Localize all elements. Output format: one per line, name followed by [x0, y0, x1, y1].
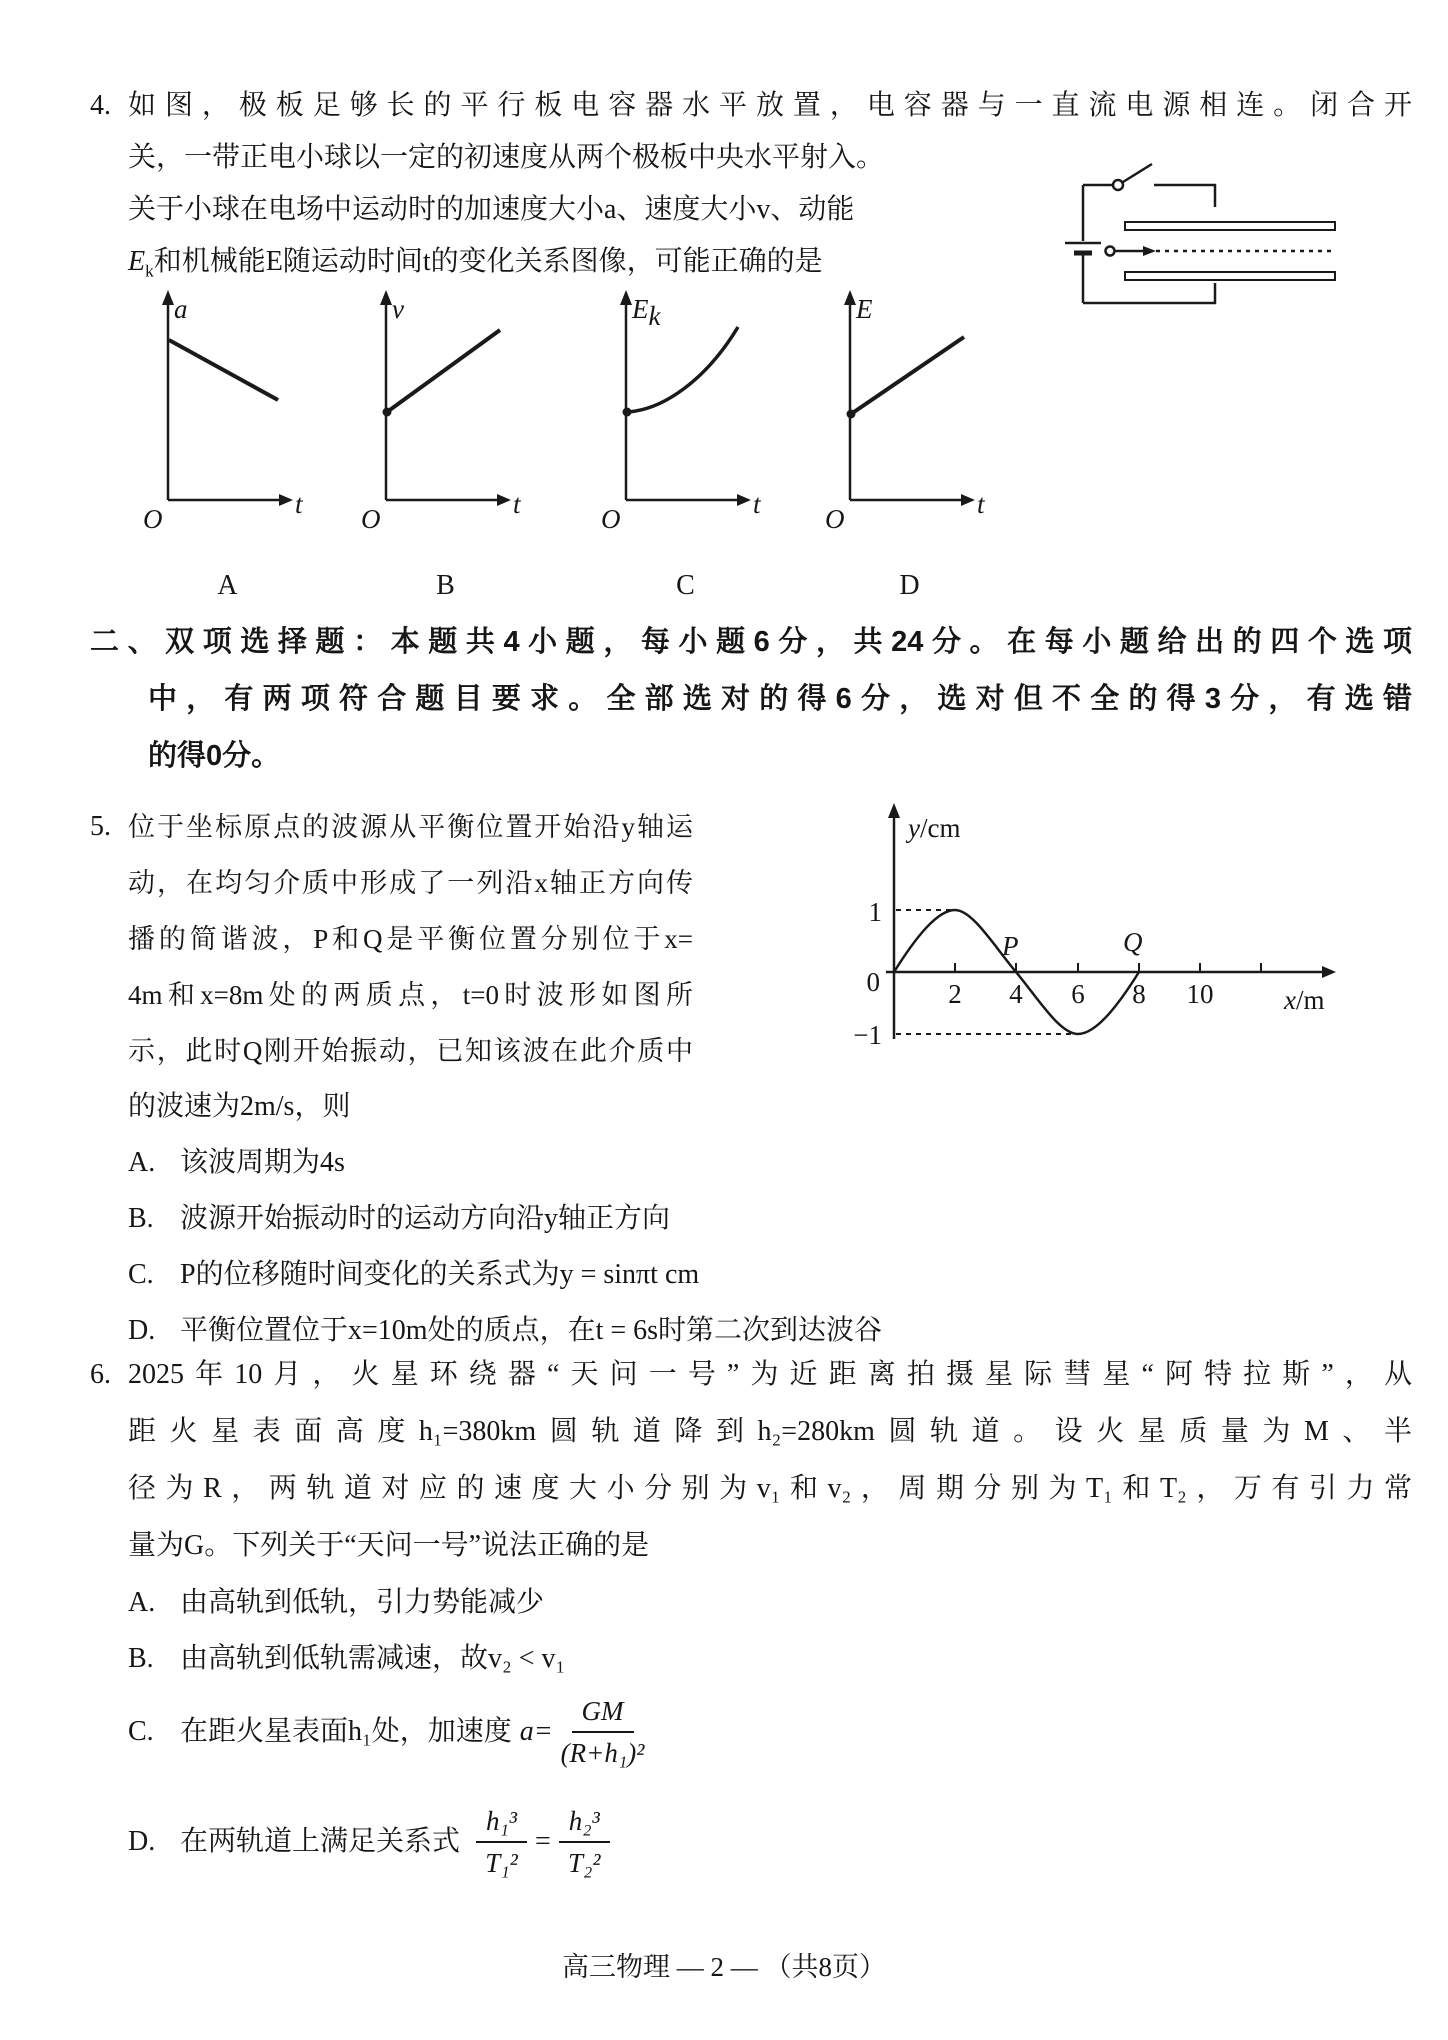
q5-option-a [128, 1143, 345, 1183]
q6-option-b [128, 1639, 565, 1679]
switch-icon [1113, 164, 1152, 190]
q4-line-2: 关，一带正电小球以一定的初速度从两个极板中央水平射入。 [128, 142, 885, 173]
option-letter: C. [128, 1716, 154, 1747]
x-tick-marks [955, 963, 1261, 972]
y-axis-arrowhead [380, 290, 392, 305]
q5-number: 5. [90, 811, 111, 842]
graph-option-label-b: B [436, 570, 455, 601]
q5-line-5: 示，此时Q刚开始振动，已知该波在此介质中 [128, 1036, 693, 1066]
q5-line-6: 的波速为2m/s，则 [128, 1091, 351, 1122]
q5-line-1: 位于坐标原点的波源从平衡位置开始沿y轴运 [128, 812, 693, 842]
h1-t1-fraction [476, 1804, 527, 1880]
option-text: 由高轨到低轨需减速，故v₂ < v₁ [180, 1643, 566, 1674]
x-tick-6: 6 [1071, 979, 1085, 1009]
h2-t2-fraction [559, 1804, 610, 1880]
fraction-numerator: h₁³ [476, 1804, 527, 1843]
section2-line-2: 中，有两项符合题目要求。全部选对的得6分，选对但不全的得3分，有选错 [148, 683, 1412, 715]
velocity-arrowhead [1143, 246, 1156, 256]
battery-icon [1065, 243, 1101, 253]
q5-line-3: 播的简谐波，P和Q是平衡位置分别位于x= [128, 924, 693, 954]
q5-option-b [128, 1199, 670, 1239]
option-letter: B. [128, 1643, 154, 1674]
q4-circuit-figure [1055, 155, 1355, 315]
q6-option-c [128, 1676, 652, 1788]
y-axis-label: v [392, 294, 404, 324]
q4-line-3: 关于小球在电场中运动时的加速度大小a、速度大小v、动能 [128, 194, 855, 225]
origin-label: O [361, 504, 381, 532]
charged-ball [1106, 247, 1115, 256]
fraction-numerator: h₂³ [559, 1804, 610, 1843]
axes [168, 298, 286, 500]
gm-fraction [561, 1694, 645, 1770]
origin-label: O [825, 504, 845, 532]
q4-line-4-text: 和机械能E随运动时间t的变化关系图像，可能正确的是 [153, 246, 823, 277]
q6-line-1: 2025年10月，火星环绕器“天问一号”为近距离拍摄星际彗星“阿特拉斯”，从 [128, 1359, 1412, 1390]
x-tick-4: 4 [1009, 979, 1023, 1009]
y-axis-arrowhead [888, 803, 900, 818]
x-axis-label: x/m [1284, 985, 1325, 1015]
y-tick-0: 0 [866, 967, 880, 997]
x-tick-2: 2 [948, 979, 962, 1009]
equals-sign: = [535, 1826, 551, 1857]
x-axis-arrowhead [737, 494, 751, 506]
option-text: 波源开始振动时的运动方向沿y轴正方向 [180, 1203, 671, 1234]
y-tick-1: 1 [868, 897, 882, 927]
fraction-denominator: T₂² [568, 1848, 601, 1878]
x-axis-arrowhead [279, 494, 293, 506]
q5-option-c [128, 1255, 699, 1295]
point-p-label: P [1002, 931, 1019, 961]
option-text: 该波周期为4s [180, 1147, 345, 1178]
q5-line-2: 动，在均匀介质中形成了一列沿x轴正方向传 [128, 868, 693, 898]
wire [1083, 283, 1215, 303]
option-text: 由高轨到低轨，引力势能减少 [180, 1587, 545, 1618]
section2-line-1: 二、双项选择题：本题共4小题，每小题6分，共24分。在每小题给出的四个选项 [90, 626, 1412, 658]
wave-graph [680, 795, 1425, 1065]
axes [626, 298, 744, 500]
option-letter: D. [128, 1315, 156, 1346]
y-axis-label: E [856, 294, 873, 324]
q4-graph-a [140, 282, 315, 532]
acceleration-equation-lhs: a= [519, 1716, 553, 1747]
y-axis-label: a [174, 294, 188, 324]
ek-symbol: E [128, 246, 146, 277]
curve-ek-concave-up [627, 327, 738, 412]
capacitor-circuit-diagram [1055, 155, 1355, 315]
t-axis-label: t [513, 489, 521, 519]
q4-graph-b [358, 282, 533, 532]
axes [850, 298, 968, 500]
y-axis-arrowhead [844, 290, 856, 305]
option-letter: A. [128, 1147, 156, 1178]
option-letter: D. [128, 1826, 156, 1857]
fraction-denominator: T₁² [485, 1848, 518, 1878]
t-axis-label: t [753, 489, 761, 519]
y-axis-arrowhead [162, 290, 174, 305]
q6-line-2: 距火星表面高度h₁=380km圆轨道降到h₂=280km圆轨道。设火星质量为M、半 [128, 1416, 1412, 1447]
q4-graph-d [822, 282, 997, 532]
q6-number: 6. [90, 1359, 111, 1390]
q6-option-a [128, 1583, 544, 1623]
t-axis-label: t [977, 489, 985, 519]
option-text: P的位移随时间变化的关系式为y = sinπt cm [180, 1259, 700, 1290]
section2-line-3: 的得0分。 [148, 740, 281, 772]
graph-option-label-d: D [899, 570, 920, 601]
origin-label: O [143, 504, 163, 532]
q6-option-d [128, 1788, 618, 1896]
x-axis-arrowhead [497, 494, 511, 506]
q5-wave-figure [680, 795, 1425, 1065]
x-tick-8: 8 [1132, 979, 1146, 1009]
fraction-numerator: GM [572, 1694, 634, 1733]
y-tick-minus-1: −1 [853, 1020, 882, 1050]
option-letter: B. [128, 1203, 154, 1234]
option-text: 平衡位置位于x=10m处的质点，在t = 6s时第二次到达波谷 [180, 1315, 883, 1346]
q5-option-d [128, 1311, 882, 1351]
graph-option-label-a: A [217, 570, 238, 601]
y-axis-label: Ek [632, 294, 661, 331]
y-axis-label: y/cm [908, 813, 961, 843]
y-axis-arrowhead [620, 290, 632, 305]
curve-a-decreasing [169, 340, 278, 400]
option-letter: C. [128, 1259, 154, 1290]
wire [1154, 185, 1215, 207]
graph-option-label-c: C [676, 570, 695, 601]
fraction-denominator: (R+h₁)² [560, 1738, 645, 1768]
option-text: 在距火星表面h₁处，加速度 [180, 1716, 512, 1747]
ek-subscript: k [145, 261, 154, 281]
q6-line-4: 量为G。下列关于“天问一号”说法正确的是 [128, 1530, 650, 1561]
t-axis-label: t [295, 489, 303, 519]
x-tick-10: 10 [1186, 979, 1214, 1009]
q4-line-1: 如图，极板足够长的平行板电容器水平放置，电容器与一直流电源相连。闭合开 [128, 90, 1412, 121]
x-axis-arrowhead [1322, 966, 1336, 978]
q5-line-4: 4m和x=8m处的两质点，t=0时波形如图所 [128, 980, 693, 1010]
q4-number: 4. [90, 90, 111, 121]
capacitor-bottom-plate [1125, 272, 1335, 280]
curve-v-increasing [387, 330, 500, 412]
option-letter: A. [128, 1587, 156, 1618]
option-text: 在两轨道上满足关系式 [180, 1826, 461, 1857]
q4-graph-c [598, 282, 773, 532]
x-axis-arrowhead [961, 494, 975, 506]
page-footer: 高三物理 — 2 — （共8页） [562, 1952, 886, 1982]
curve-e-increasing [851, 337, 964, 414]
q6-line-3: 径为R，两轨道对应的速度大小分别为v₁和v₂，周期分别为T₁和T₂，万有引力常 [128, 1473, 1412, 1504]
point-q-label: Q [1123, 927, 1143, 957]
capacitor-top-plate [1125, 222, 1335, 230]
origin-label: O [601, 504, 621, 532]
